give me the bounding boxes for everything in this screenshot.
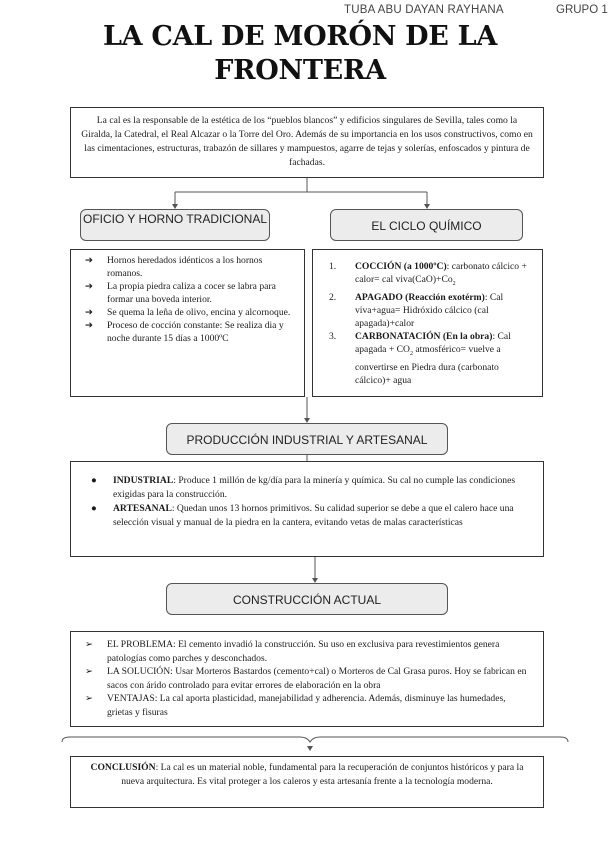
bullet-icon: ● <box>91 503 97 514</box>
ciclo-box <box>312 249 543 397</box>
author-name: TUBA ABU DAYAN RAYHANA <box>344 4 504 16</box>
group-label: GRUPO 1 <box>556 4 608 16</box>
arrowhead-icon: ➢ <box>85 639 94 650</box>
list-item: 3. CARBONATACIÓN (En la obra): Cal apagada + $CO_2$ atmosférico= vuelve a convertirse en Piedra dura (carbonato cálcico)+ agua <box>329 330 511 386</box>
conclusion-box <box>70 756 544 808</box>
intro-text: La cal es la responsable de la estética de los “pueblos blancos” y edificios singulares de Sevilla, tales como la Giralda, la Catedral, el Real Alcazar o la Torre del Oro. Además de su importancia en los usos constructivos, como en las cimentaciones, estructuras, trabazón de sillares y mampuestos, agarre de tejas y solerías, enfoscados y pintura de fachadas. <box>81 115 533 168</box>
intro-box <box>70 107 544 178</box>
produccion-box <box>70 461 544 557</box>
page-title: LA CAL DE MORÓN DE LA FRONTERA <box>102 21 498 86</box>
construccion-box <box>70 631 544 727</box>
arrow-icon: ➔ <box>85 320 94 331</box>
list-item: ➔ Hornos heredados idénticos a los hornos romanos. <box>85 255 263 279</box>
arrow-icon: ➔ <box>85 307 94 318</box>
conclusion-text: : La cal es un material noble, fundamental para la recuperación de conjuntos históricos y para la nueva arquitectura. Es vital proteger a los caleros y esta artesanía frente a la tecnología moderna. <box>121 762 524 787</box>
list-item: 1. COCCIÓN (a 1000ºC): carbonato cálcico + calor= cal $viva(CaO)+Co_2$ <box>329 261 527 287</box>
list-item: 2. APAGADO (Reacción exotérm): Cal viva+agua= Hidróxido cálcico (cal apagada)+calor <box>329 291 504 329</box>
heading-produccion: PRODUCCIÓN INDUSTRIAL Y ARTESANAL <box>166 423 448 455</box>
list-item: ➢ VENTAJAS: La cal aporta plasticidad, manejabilidad y adherencia. Además, disminuye las humedades, grietas y fisuras <box>85 693 506 718</box>
arrowhead-icon: ➢ <box>85 666 94 677</box>
heading-oficio: OFICIO Y HORNO TRADICIONAL <box>80 209 270 241</box>
list-item: ➔ Proceso de cocción constante: Se realiza dia y noche durante 15 días a 1000ºC <box>85 320 284 344</box>
list-item: ➢ EL PROBLEMA: El cemento invadió la construcción. Su uso en exclusiva para revestimientos genera patologías como parches y desconchados. <box>85 639 500 664</box>
arrow-icon: ➔ <box>85 281 94 292</box>
list-item: ● ARTESANAL: Quedan unos 13 hornos primitivos. Su calidad superior se debe a que el calero hace una selección visual y manual de la piedra en la cantera, evitando vetas de malas características <box>91 503 514 528</box>
list-item: ● INDUSTRIAL: Produce 1 millón de kg/día para la minería y química. Su cal no cumple las condiciones exigidas para la construcción. <box>91 475 516 500</box>
arrow-icon: ➔ <box>85 255 94 266</box>
list-item: ➔ Se quema la leña de olivo, encina y alcornoque. <box>85 307 291 318</box>
bullet-icon: ● <box>91 475 97 486</box>
arrowhead-icon: ➢ <box>85 693 94 704</box>
oficio-box <box>70 249 305 397</box>
heading-construccion: CONSTRUCCIÓN ACTUAL <box>166 583 448 615</box>
conclusion-label: CONCLUSIÓN <box>90 762 156 773</box>
list-item: ➔ La propia piedra caliza a cocer se labra para formar una boveda interior. <box>85 281 276 305</box>
list-item: ➢ LA SOLUCIÓN: Usar Morteros Bastardos (cemento+cal) o Morteros de Cal Grasa puros. Hoy se fabrican en sacos con árido controlado para evitar errores de elaboración en la obra <box>85 666 527 691</box>
heading-ciclo: EL CICLO QUÍMICO <box>330 209 523 241</box>
